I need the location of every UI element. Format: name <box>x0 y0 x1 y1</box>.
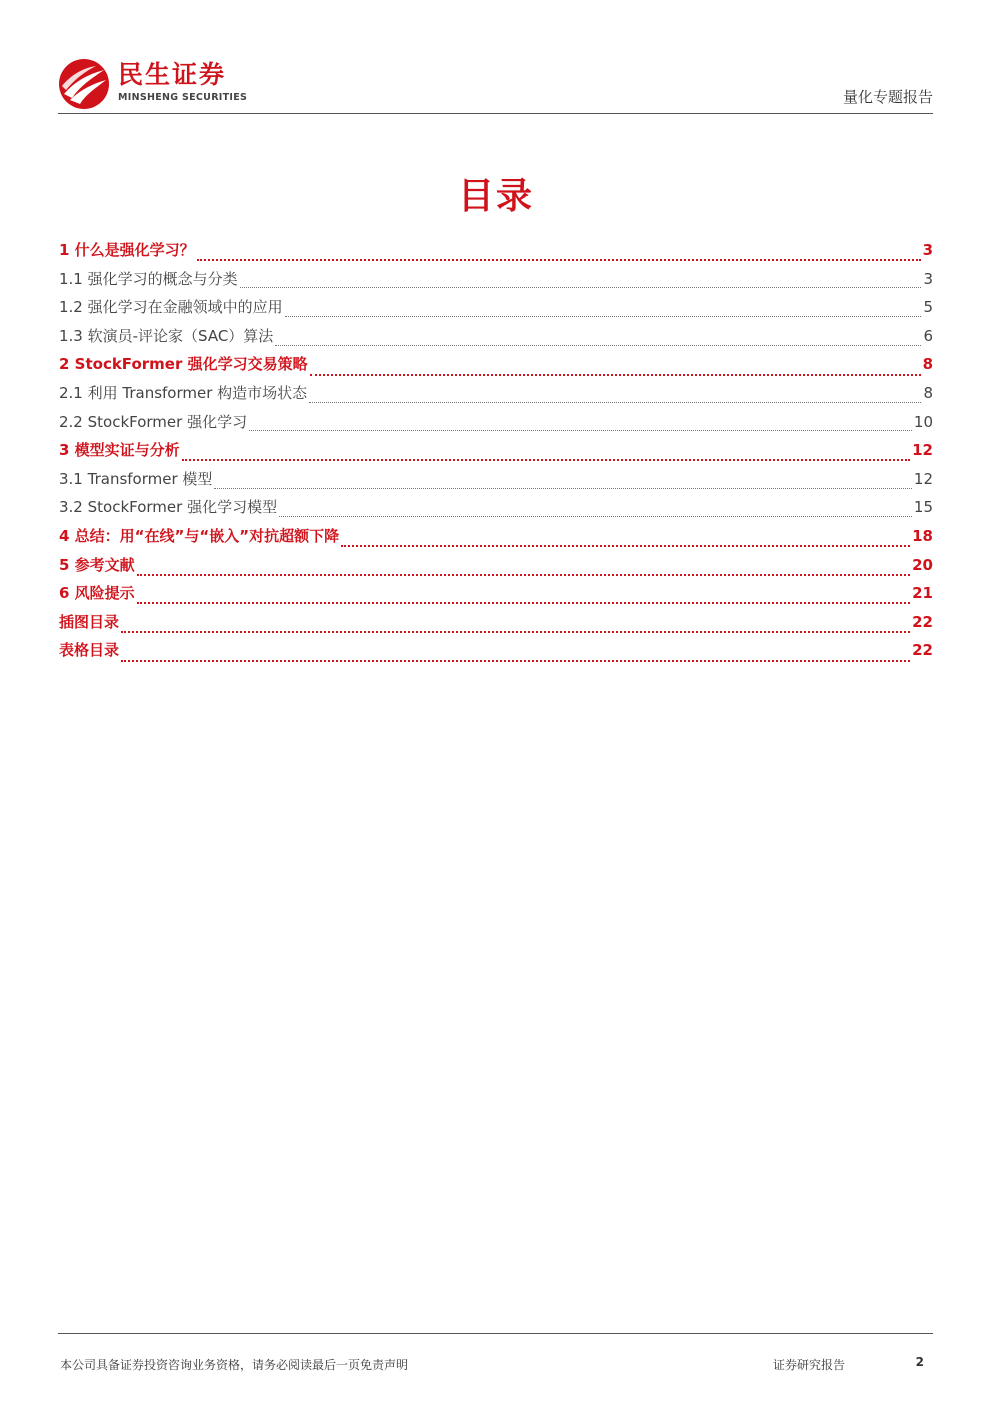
toc-leader-dots <box>275 331 921 346</box>
footer-page-number: 2 <box>915 1355 924 1369</box>
toc-leader-dots <box>310 360 921 376</box>
toc-leader-dots <box>285 302 922 317</box>
toc-title: 目录 <box>457 176 534 217</box>
toc-entry-page: 20 <box>912 555 933 574</box>
toc-leader-dots <box>341 531 910 547</box>
toc-entry[interactable] <box>59 265 933 294</box>
toc-leader-dots <box>137 560 910 576</box>
toc-list <box>59 236 933 665</box>
toc-entry-text: 2.2 StockFormer 强化学习 <box>59 412 248 431</box>
toc-entry-text: 3.2 StockFormer 强化学习模型 <box>59 498 278 517</box>
toc-entry-page: 12 <box>912 441 933 460</box>
toc-entry[interactable] <box>59 636 933 665</box>
toc-entry-page: 15 <box>913 498 933 517</box>
toc-leader-dots <box>137 588 910 604</box>
toc-entry-text: 6 风险提示 <box>59 584 135 603</box>
toc-entry-text: 3.1 Transformer 模型 <box>59 469 213 488</box>
toc-leader-dots <box>240 273 922 288</box>
toc-entry[interactable] <box>59 236 933 265</box>
toc-entry-text: 1.3 软演员-评论家（SAC）算法 <box>59 326 274 345</box>
toc-leader-dots <box>182 445 910 461</box>
toc-entry-text: 3 模型实证与分析 <box>59 441 180 460</box>
logo-name-cn: 民生证券 <box>118 60 227 89</box>
toc-entry[interactable] <box>59 579 933 608</box>
toc-entry-page: 8 <box>922 355 933 374</box>
toc-entry-text: 2.1 利用 Transformer 构造市场状态 <box>59 383 308 402</box>
toc-entry-text: 2 StockFormer 强化学习交易策略 <box>59 355 308 374</box>
toc-entry-text: 4 总结：用“在线”与“嵌入”对抗超额下降 <box>59 526 340 545</box>
toc-entry-text: 1.1 强化学习的概念与分类 <box>59 269 238 288</box>
toc-entry[interactable] <box>59 350 933 379</box>
toc-leader-dots <box>121 646 910 662</box>
toc-entry[interactable] <box>59 436 933 465</box>
toc-leader-dots <box>121 617 910 633</box>
toc-entry[interactable] <box>59 522 933 551</box>
toc-entry-page: 12 <box>913 469 933 488</box>
page-header <box>58 52 933 114</box>
toc-leader-dots <box>197 245 921 261</box>
toc-entry[interactable] <box>59 293 933 322</box>
toc-leader-dots <box>249 416 912 431</box>
toc-entry[interactable] <box>59 322 933 351</box>
header-divider <box>58 113 933 114</box>
toc-leader-dots <box>214 474 912 489</box>
report-type-label: 量化专题报告 <box>842 88 933 106</box>
toc-entry-page: 21 <box>912 584 933 603</box>
toc-entry-text: 1 什么是强化学习？ <box>59 241 195 259</box>
toc-entry-text: 插图目录 <box>59 612 120 631</box>
toc-entry-page: 22 <box>912 612 933 631</box>
toc-entry-page: 6 <box>923 326 933 345</box>
toc-leader-dots <box>309 388 921 403</box>
toc-entry-page: 3 <box>922 241 933 259</box>
toc-entry[interactable] <box>59 608 933 637</box>
toc-entry-page: 18 <box>912 526 933 545</box>
toc-entry-page: 8 <box>923 383 933 402</box>
logo-name-en: MINSHENG SECURITIES <box>118 92 248 103</box>
toc-entry-page: 10 <box>913 412 933 431</box>
minsheng-logo-icon <box>58 58 110 110</box>
toc-entry[interactable] <box>59 379 933 408</box>
toc-entry[interactable] <box>59 493 933 522</box>
toc-entry-page: 5 <box>923 298 933 317</box>
toc-leader-dots <box>279 502 912 517</box>
toc-entry[interactable] <box>59 551 933 580</box>
toc-entry[interactable] <box>59 465 933 494</box>
toc-entry-text: 5 参考文献 <box>59 555 135 574</box>
company-logo <box>58 56 258 108</box>
toc-entry-page: 3 <box>923 269 933 288</box>
footer-disclaimer: 本公司具备证券投资咨询业务资格，请务必阅读最后一页免责声明 <box>60 1358 409 1372</box>
toc-entry-text: 表格目录 <box>59 641 120 660</box>
toc-entry-page: 22 <box>912 641 933 660</box>
footer-doc-type: 证券研究报告 <box>773 1358 846 1372</box>
toc-entry[interactable] <box>59 408 933 437</box>
toc-entry-text: 1.2 强化学习在金融领域中的应用 <box>59 298 283 317</box>
footer-divider <box>58 1333 933 1334</box>
